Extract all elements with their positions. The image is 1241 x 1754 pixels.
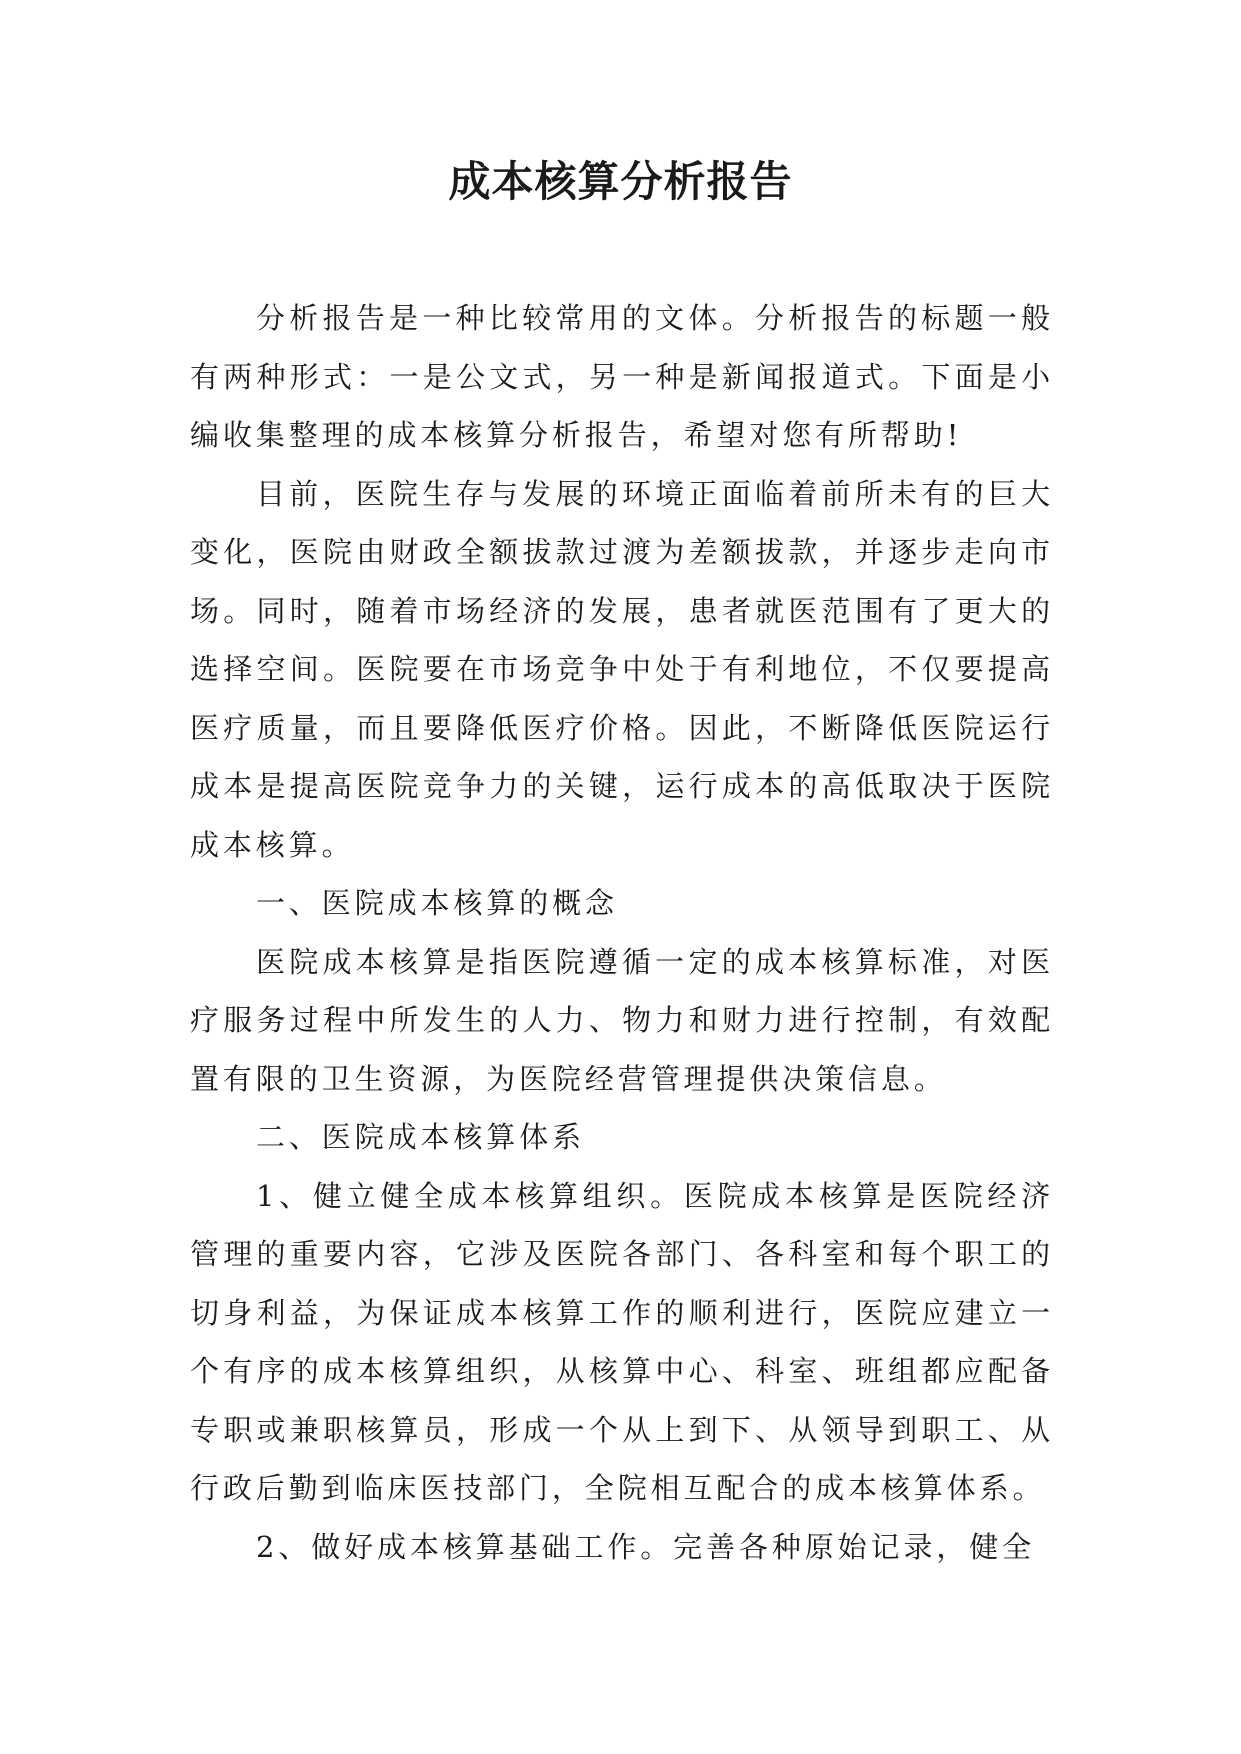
paragraph-concept: 医院成本核算是指医院遵循一定的成本核算标准，对医疗服务过程中所发生的人力、物力和财力进行控制，有效配置有限的卫生资源，为医院经营管理提供决策信息。 xyxy=(190,944,1054,1096)
paragraph-background: 目前，医院生存与发展的环境正面临着前所未有的巨大变化，医院由财政全额拔款过渡为差额拔款，并逐步走向市场。同时，随着市场经济的发展，患者就医范围有了更大的选择空间。医院要在市场竞争中处于有利地位，不仅要提高医疗质量，而且要降低医疗价格。因此，不断降低医院运行成本是提高医院竞争力的关键，运行成本的高低取决于医院成本核算。 xyxy=(190,476,1054,862)
document-body xyxy=(190,289,1054,1576)
paragraph-intro: 分析报告是一种比较常用的文体。分析报告的标题一般有两种形式：一是公文式，另一种是新闻报道式。下面是小编收集整理的成本核算分析报告，希望对您有所帮助! xyxy=(190,301,1054,452)
paragraph-organization: 1、健立健全成本核算组织。医院成本核算是医院经济管理的重要内容，它涉及医院各部门、各科室和每个职工的切身利益，为保证成本核算工作的顺利进行，医院应建立一个有序的成本核算组织，从核算中心、科室、班组都应配备专职或兼职核算员，形成一个从上到下、从领导到职工、从行政后勤到临床医技部门，全院相互配合的成本核算体系。 xyxy=(190,1178,1054,1505)
section-heading-concept: 一、医院成本核算的概念 xyxy=(256,886,618,920)
paragraph-foundation: 2、做好成本核算基础工作。完善各种原始记录，健全 xyxy=(256,1529,1036,1564)
section-heading-system: 二、医院成本核算体系 xyxy=(256,1120,586,1154)
document-title: 成本核算分析报告 xyxy=(448,157,793,206)
